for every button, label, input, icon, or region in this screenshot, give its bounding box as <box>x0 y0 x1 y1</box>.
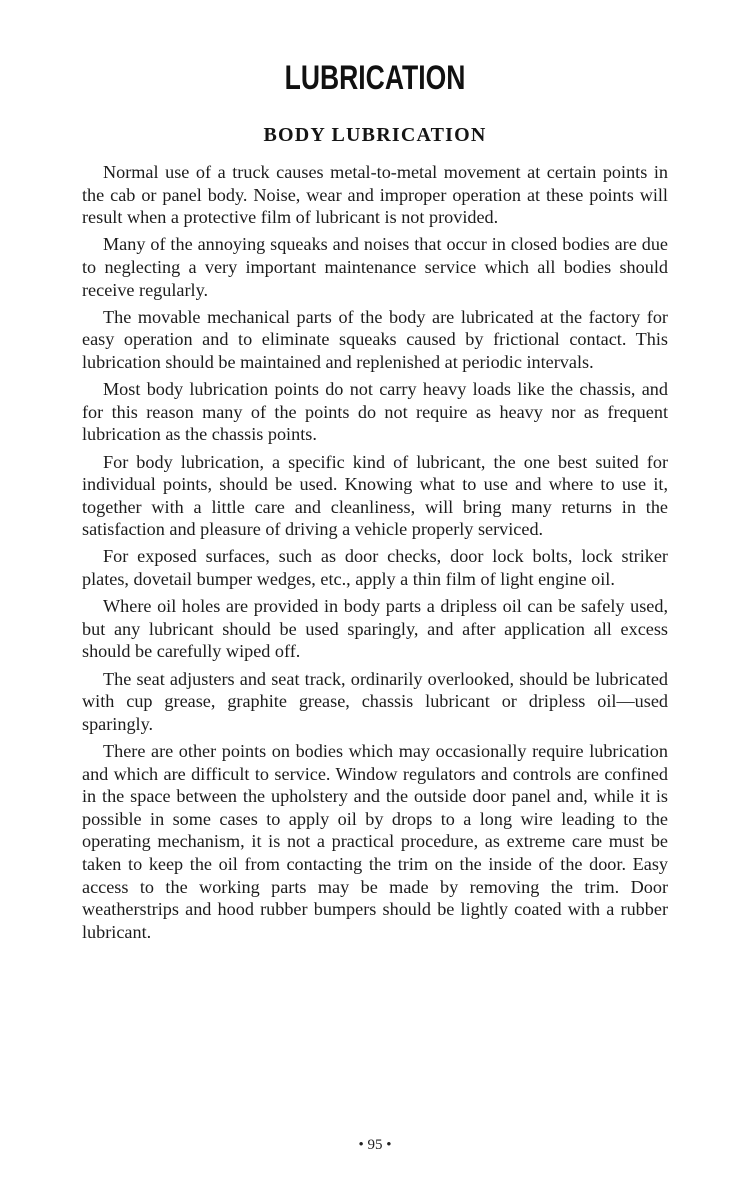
paragraph: The seat adjusters and seat track, ordinarily overlooked, should be lubricated with cup grease, graphite grease, chassis lubricant or dripless oil—used sparingly. <box>82 668 668 734</box>
paragraph: The movable mechanical parts of the body are lubricated at the factory for easy operation and to eliminate squeaks caused by frictional contact. This lubrication should be maintained and replenished at periodic intervals. <box>82 306 668 372</box>
paragraph: Many of the annoying squeaks and noises that occur in closed bodies are due to neglecting a very important maintenance service which all bodies should receive regularly. <box>82 234 668 300</box>
paragraph: For exposed surfaces, such as door checks, door lock bolts, lock striker plates, dovetail bumper wedges, etc., apply a thin film of light engine oil. <box>82 546 668 590</box>
page-title: LUBRICATION <box>284 59 466 97</box>
paragraph: Where oil holes are provided in body parts a dripless oil can be safely used, but any lubricant should be used sparingly, and after application all excess should be carefully wiped off. <box>82 596 668 662</box>
page-number: • 95 • <box>358 1137 392 1153</box>
body-text <box>82 161 668 948</box>
paragraph: Normal use of a truck causes metal-to-metal movement at certain points in the cab or panel body. Noise, wear and improper operation at these points will result when a protective film of lubricant is not provided. <box>82 162 668 228</box>
section-heading: BODY LUBRICATION <box>263 124 487 146</box>
paragraph: There are other points on bodies which may occasionally require lubrication and which are difficult to service. Window regulators and controls are confined in the space between the upholstery and the outside door panel and, while it is possible in some cases to apply oil by drops to a long wire leading to the operating mechanism, it is not a practical procedure, as extreme care must be taken to keep the oil from contacting the trim on the inside of the door. Easy access to the working parts may be made by removing the trim. Door weatherstrips and hood rubber bumpers should be lightly coated with a rubber lubricant. <box>82 741 668 942</box>
paragraph: For body lubrication, a specific kind of lubricant, the one best suited for individual points, should be used. Knowing what to use and where to use it, together with a little care and cleanliness, will bring many returns in the satisfaction and pleasure of driving a vehicle properly serviced. <box>82 451 668 540</box>
paragraph: Most body lubrication points do not carry heavy loads like the chassis, and for this reason many of the points do not require as heavy nor as frequent lubrication as the chassis points. <box>82 379 668 445</box>
